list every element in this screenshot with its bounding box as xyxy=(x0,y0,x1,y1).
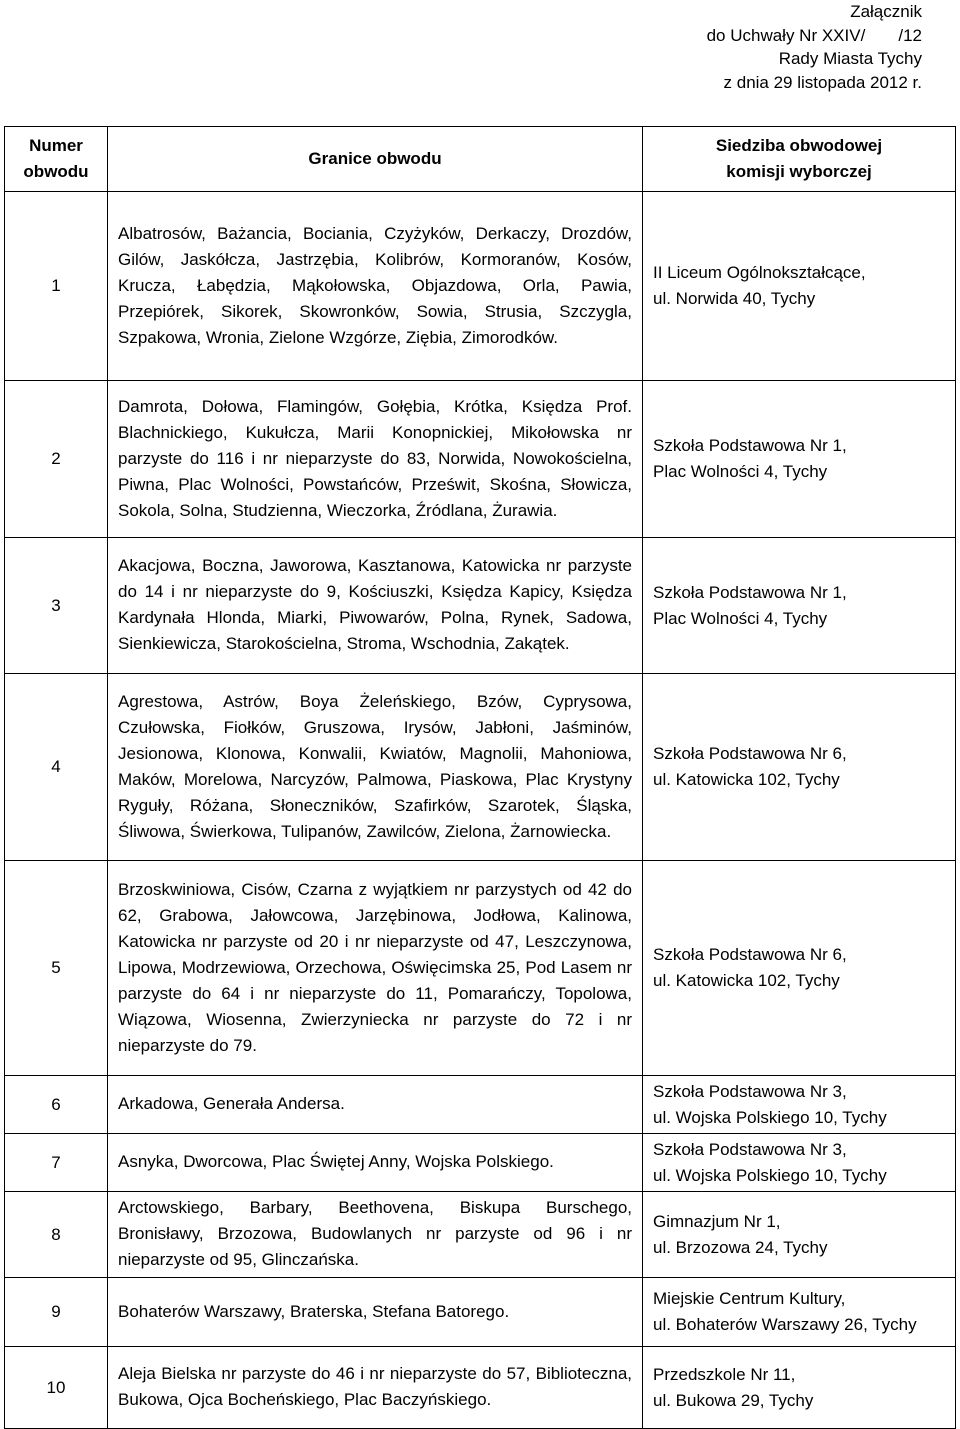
table-row xyxy=(5,1278,956,1347)
district-number: 10 xyxy=(5,1347,108,1429)
table-row xyxy=(5,381,956,538)
district-seat: Szkoła Podstawowa Nr 1, Plac Wolności 4, Tychy xyxy=(643,381,956,538)
table-row xyxy=(5,192,956,381)
district-number: 4 xyxy=(5,674,108,861)
table-row xyxy=(5,1076,956,1134)
district-seat: Szkoła Podstawowa Nr 3, ul. Wojska Polskiego 10, Tychy xyxy=(643,1134,956,1192)
district-seat: Szkoła Podstawowa Nr 1, Plac Wolności 4, Tychy xyxy=(643,538,956,674)
district-number: 6 xyxy=(5,1076,108,1134)
district-number: 3 xyxy=(5,538,108,674)
district-seat: II Liceum Ogólnokształcące, ul. Norwida 40, Tychy xyxy=(643,192,956,381)
document-header xyxy=(522,0,922,94)
district-bounds: Asnyka, Dworcowa, Plac Świętej Anny, Wojska Polskiego. xyxy=(108,1134,643,1192)
districts-table xyxy=(4,126,956,1429)
column-header-number: Numer obwodu xyxy=(5,127,108,192)
district-bounds: Aleja Bielska nr parzyste do 46 i nr nieparzyste do 57, Biblioteczna, Bukowa, Ojca Bocheńskiego, Plac Baczyńskiego. xyxy=(108,1347,643,1429)
district-seat: Szkoła Podstawowa Nr 6, ul. Katowicka 102, Tychy xyxy=(643,674,956,861)
column-header-seat: Siedziba obwodowej komisji wyborczej xyxy=(643,127,956,192)
district-seat: Przedszkole Nr 11, ul. Bukowa 29, Tychy xyxy=(643,1347,956,1429)
district-number: 5 xyxy=(5,861,108,1076)
table-row xyxy=(5,861,956,1076)
district-number: 8 xyxy=(5,1192,108,1278)
council-name: Rady Miasta Tychy xyxy=(778,49,922,69)
district-bounds: Brzoskwiniowa, Cisów, Czarna z wyjątkiem nr parzystych od 42 do 62, Grabowa, Jałowcowa, Jarzębinowa, Jodłowa, Kalinowa, Katowicka nr parzyste od 20 i nr nieparzyste od 47, Leszczynowa, Lipowa, Modrzewiowa, Orzechowa, Oświęcimska 25, Pod Lasem nr parzyste do 64 i nr nieparzyste do 11, Pomarańczy, Topolowa, Wiązowa, Wiosenna, Zwierzyniecka nr parzyste do 72 i nr nieparzyste do 79. xyxy=(108,861,643,1076)
table-row xyxy=(5,538,956,674)
district-seat: Szkoła Podstawowa Nr 6, ul. Katowicka 102, Tychy xyxy=(643,861,956,1076)
table-row xyxy=(5,1192,956,1278)
district-bounds: Arctowskiego, Barbary, Beethovena, Biskupa Burschego, Bronisławy, Brzozowa, Budowlanych nr parzyste od 96 i nr nieparzyste od 95, Glinczańska. xyxy=(108,1192,643,1278)
table-row xyxy=(5,674,956,861)
district-number: 7 xyxy=(5,1134,108,1192)
district-bounds: Arkadowa, Generała Andersa. xyxy=(108,1076,643,1134)
table-row xyxy=(5,1347,956,1429)
district-seat: Szkoła Podstawowa Nr 3, ul. Wojska Polskiego 10, Tychy xyxy=(643,1076,956,1134)
resolution-number: do Uchwały Nr XXIV/ /12 xyxy=(706,25,922,45)
district-bounds: Agrestowa, Astrów, Boya Żeleńskiego, Bzów, Cyprysowa, Czułowska, Fiołków, Gruszowa, Irysów, Jabłoni, Jaśminów, Jesionowa, Klonowa, Konwalii, Kwiatów, Magnolii, Mahoniowa, Maków, Morelowa, Narcyzów, Palmowa, Piaskowa, Plac Krystyny Ryguły, Różana, Słoneczników, Szafirków, Szarotek, Śląska, Śliwowa, Świerkowa, Tulipanów, Zawilców, Zielona, Żarnowiecka. xyxy=(108,674,643,861)
district-seat: Gimnazjum Nr 1, ul. Brzozowa 24, Tychy xyxy=(643,1192,956,1278)
table-row xyxy=(5,1134,956,1192)
district-bounds: Bohaterów Warszawy, Braterska, Stefana Batorego. xyxy=(108,1278,643,1347)
district-seat: Miejskie Centrum Kultury, ul. Bohaterów Warszawy 26, Tychy xyxy=(643,1278,956,1347)
district-number: 2 xyxy=(5,381,108,538)
resolution-date: z dnia 29 listopada 2012 r. xyxy=(723,72,922,92)
attachment-label: Załącznik xyxy=(850,2,922,21)
district-bounds: Albatrosów, Bażancia, Bociania, Czyżyków, Derkaczy, Drozdów, Gilów, Jaskółcza, Jastrzębia, Kolibrów, Kormoranów, Kosów, Krucza, Łabędzia, Mąkołowska, Objazdowa, Orla, Pawia, Przepiórek, Sikorek, Skowronków, Sowia, Strusia, Szczygla, Szpakowa, Wronia, Zielone Wzgórze, Ziębia, Zimorodków. xyxy=(108,192,643,381)
district-bounds: Damrota, Dołowa, Flamingów, Gołębia, Krótka, Księdza Prof. Blachnickiego, Kukułcza, Marii Konopnickiej, Mikołowska nr parzyste do 116 i nr nieparzyste do 83, Norwida, Nowokościelna, Piwna, Plac Wolności, Powstańców, Prześwit, Skośna, Słowicza, Sokola, Solna, Studzienna, Wieczorka, Źródlana, Żurawia. xyxy=(108,381,643,538)
district-number: 9 xyxy=(5,1278,108,1347)
district-bounds: Akacjowa, Boczna, Jaworowa, Kasztanowa, Katowicka nr parzyste do 14 i nr nieparzyste do 9, Kościuszki, Księdza Kapicy, Księdza Kardynała Hlonda, Miarki, Piwowarów, Polna, Rynek, Sadowa, Sienkiewicza, Starokościelna, Stroma, Wschodnia, Zakątek. xyxy=(108,538,643,674)
table-header-row xyxy=(5,127,956,192)
district-number: 1 xyxy=(5,192,108,381)
column-header-bounds: Granice obwodu xyxy=(108,127,643,192)
